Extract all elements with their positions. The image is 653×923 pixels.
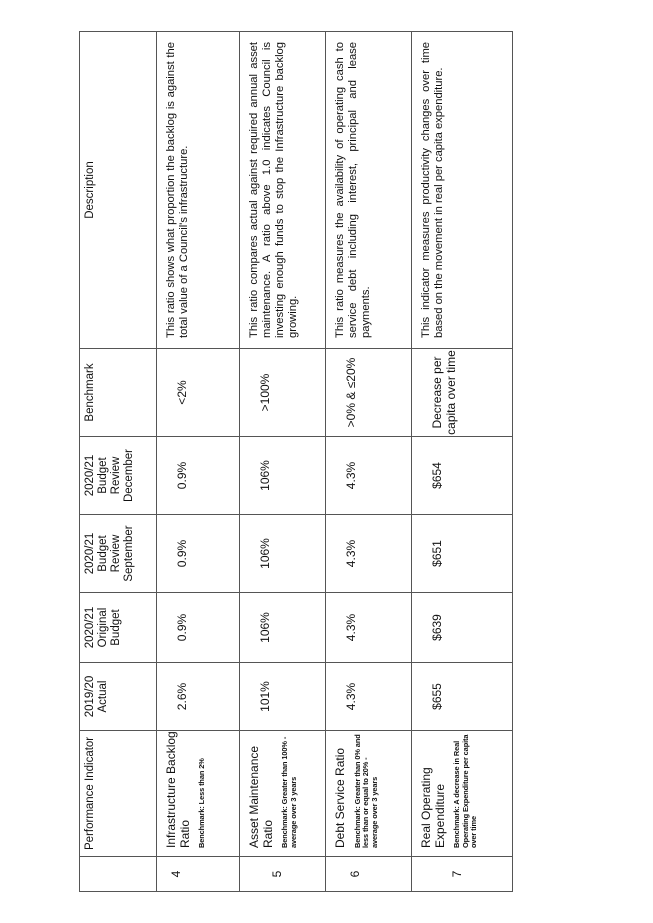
benchmark-value: >100% [240, 349, 326, 437]
header-row [80, 32, 157, 892]
review-december-value: 4.3% [326, 437, 412, 515]
review-december-value: 0.9% [157, 437, 240, 515]
benchmark-value: <2% [157, 349, 240, 437]
actual-value: 101% [240, 663, 326, 731]
benchmark-value: >0% & ≤20% [326, 349, 412, 437]
indicator-name: Asset Maintenance Ratio [247, 745, 275, 848]
row-index: 4 [157, 857, 240, 892]
original-budget-value: 106% [240, 593, 326, 663]
review-december-value: $654 [412, 437, 513, 515]
description-text: This indicator measures productivity changes over time based on the movement in real per capita expenditure. [412, 32, 513, 349]
indicator-benchmark-note: Benchmark: Greater than 0% and less than or equal to 20% - average over 3 years [352, 734, 379, 848]
header-original-budget: 2020/21 Original Budget [80, 593, 157, 663]
actual-value: 2.6% [157, 663, 240, 731]
review-december-value: 106% [240, 437, 326, 515]
indicator-cell [240, 731, 326, 857]
review-september-value: 4.3% [326, 515, 412, 593]
table-row [412, 32, 513, 892]
indicator-benchmark-note: Benchmark: Greater than 100% - average over 3 years [280, 736, 298, 848]
row-index: 5 [240, 857, 326, 892]
performance-indicators-table [79, 31, 513, 892]
review-september-value: 106% [240, 515, 326, 593]
benchmark-value: Decrease per capita over time [412, 349, 513, 437]
header-review-december: 2020/21 Budget Review December [80, 437, 157, 515]
header-performance-indicator: Performance Indicator [80, 731, 157, 857]
indicator-name: Debt Service Ratio [333, 747, 347, 848]
rotated-page [79, 32, 507, 892]
original-budget-value: 0.9% [157, 593, 240, 663]
indicator-name: Real Operating Expenditure [419, 767, 447, 848]
review-september-value: 0.9% [157, 515, 240, 593]
header-review-september: 2020/21 Budget Review September [80, 515, 157, 593]
indicator-cell [412, 731, 513, 857]
actual-value: 4.3% [326, 663, 412, 731]
description-text: This ratio compares actual against required annual asset maintenance. A ratio above 1.0 indicates Council is investing enough funds to stop the Infrastructure backlog growing. [240, 32, 326, 349]
table-row [157, 32, 240, 892]
indicator-cell [326, 731, 412, 857]
indicator-benchmark-note: Benchmark: A decrease in Real Operating Expenditure per capita over time [452, 734, 479, 848]
header-benchmark: Benchmark [80, 349, 157, 437]
table-row [240, 32, 326, 892]
indicator-cell [157, 731, 240, 857]
row-index: 6 [326, 857, 412, 892]
indicator-name: Infrastructure Backlog Ratio [164, 731, 192, 848]
original-budget-value: $639 [412, 593, 513, 663]
indicator-benchmark-note: Benchmark: Less than 2% [197, 758, 206, 848]
original-budget-value: 4.3% [326, 593, 412, 663]
header-actual: 2019/20 Actual [80, 663, 157, 731]
review-september-value: $651 [412, 515, 513, 593]
header-index [80, 857, 157, 892]
header-description: Description [80, 32, 157, 349]
description-text: This ratio shows what proportion the backlog is against the total value of a Council's infrastructure. [157, 32, 240, 349]
row-index: 7 [412, 857, 513, 892]
table-row [326, 32, 412, 892]
actual-value: $655 [412, 663, 513, 731]
description-text: This ratio measures the availability of operating cash to service debt including interest, principal and lease payments. [326, 32, 412, 349]
